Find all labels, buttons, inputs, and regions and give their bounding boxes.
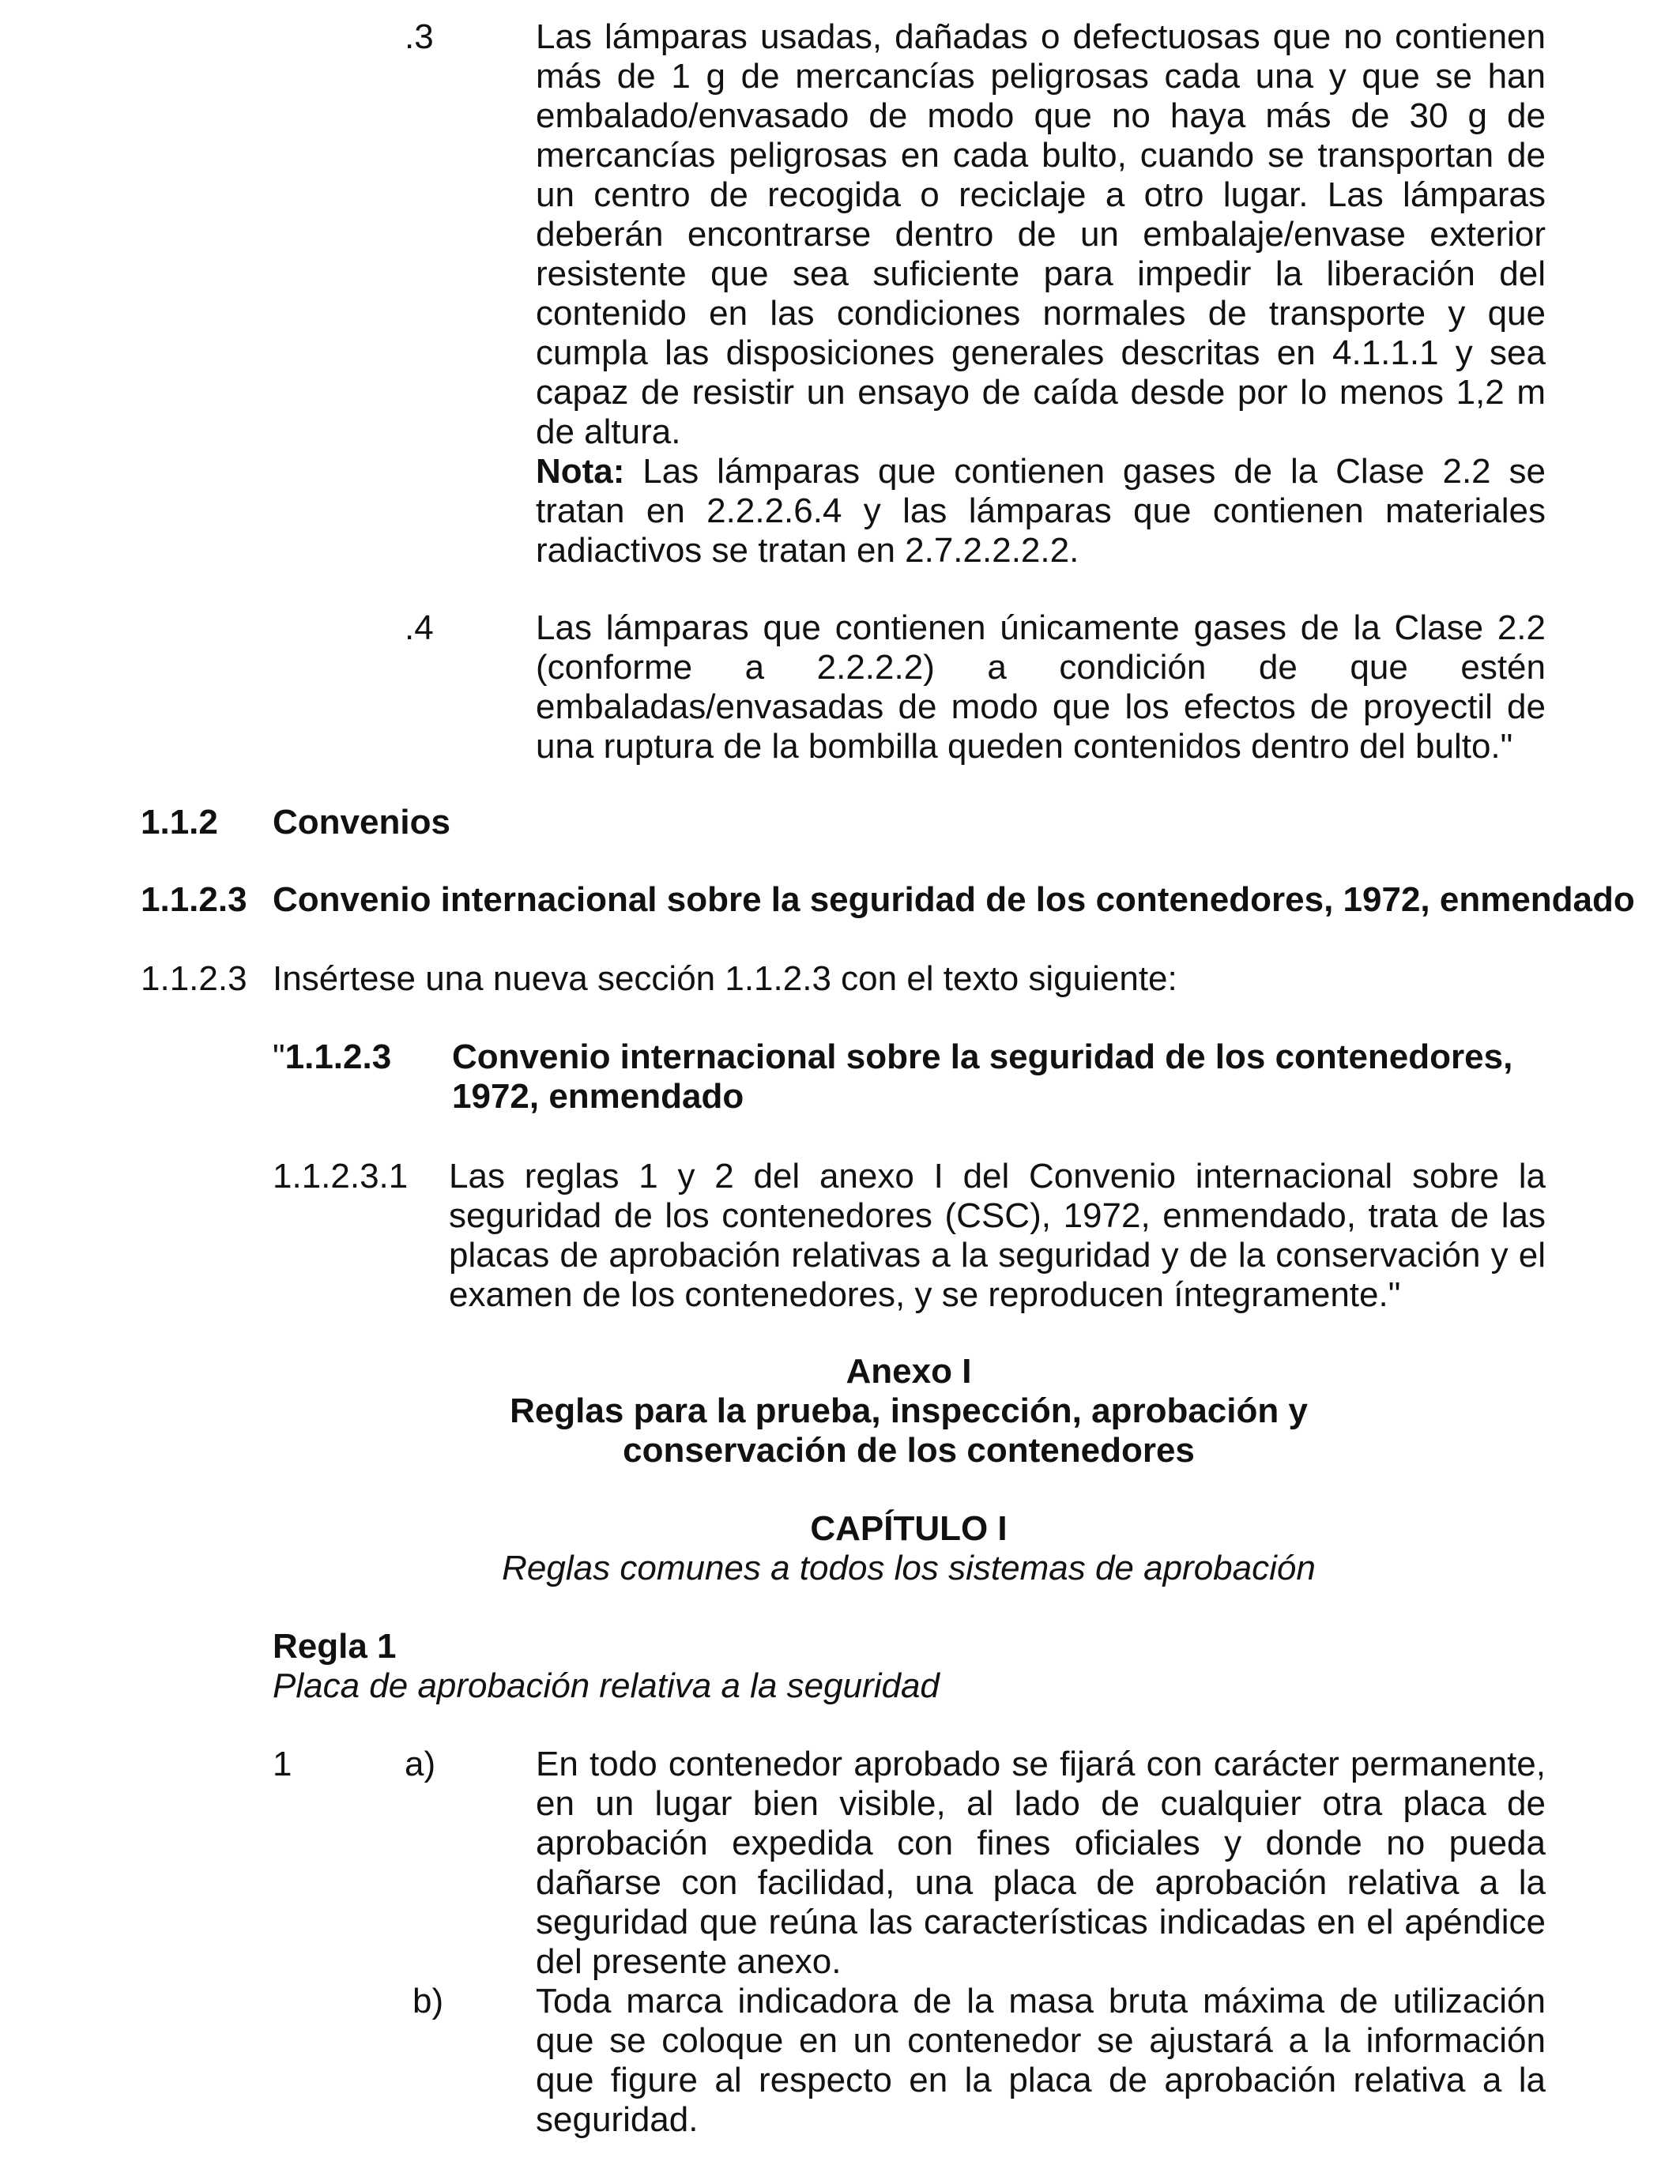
section-1-1-2-title: Convenios [273, 803, 450, 842]
quoted-section-number [273, 1037, 391, 1077]
item-4-number: .4 [405, 608, 434, 647]
amendment-number: 1.1.2.3 [141, 959, 247, 998]
rule-item-number: 1 [273, 1745, 292, 1783]
annex-title-line: Anexo I [846, 1352, 972, 1391]
rule-subtitle: Placa de aprobación relativa a la seguridad [273, 1666, 940, 1705]
annex-title [356, 1352, 1462, 1470]
chapter-heading [356, 1509, 1462, 1588]
item-3-text: Las lámparas usadas, dañadas o defectuosas que no contienen más de 1 g de mercancías peligrosas cada una y que se han embalado/envasado de modo que no haya más de 30 g de mercancías peligrosas en cada bulto, cuando se transportan de un centro de recogida o reciclaje a otro lugar. Las lámparas deberán encontrarse dentro de un embalaje/envase exterior resistente que sea suficiente para impedir la liberación del contenido en las condiciones normales de transporte y que cumpla las disposiciones generales descritas en 4.1.1.1 y sea capaz de resistir un ensayo de caída desde por lo menos 1,2 m de altura. [536, 17, 1546, 451]
chapter-subtitle: Reglas comunes a todos los sistemas de aprobación [502, 1549, 1316, 1587]
quoted-section-title: Convenio internacional sobre la seguridad de los contenedores, 1972, enmendado [452, 1037, 1513, 1116]
item-a-text: En todo contenedor aprobado se fijará con carácter permanente, en un lugar bien visible, al lado de cualquier otra placa de aprobación expedida con fines oficiales y donde no pueda dañarse con facilidad, una placa de aprobación relativa a la seguridad que reúna las características indicadas en el apéndice del presente anexo. [536, 1745, 1546, 1981]
item-b-label: b) [412, 1982, 444, 2020]
opening-quote: " [273, 1037, 285, 1076]
annex-subtitle-line-2: conservación de los contenedores [623, 1431, 1195, 1470]
rule-heading [273, 1627, 940, 1706]
section-1-1-2-3-title: Convenio internacional sobre la seguridad de los contenedores, 1972, enmendado [273, 880, 1635, 919]
item-a-label: a) [405, 1745, 436, 1783]
section-1-1-2-3-number: 1.1.2.3 [141, 880, 247, 919]
quoted-number: 1.1.2.3 [284, 1037, 392, 1076]
item-b-text: Toda marca indicadora de la masa bruta máxima de utilización que se coloque en un contenedor se ajustará a la información que figure al respecto en la placa de aprobación relativa a la seguridad. [536, 1982, 1546, 2139]
amendment-text: Insértese una nueva sección 1.1.2.3 con el texto siguiente: [273, 959, 1177, 998]
item-3-note [536, 452, 1546, 570]
item-4-text: Las lámparas que contienen únicamente gases de la Clase 2.2 (conforme a 2.2.2.2) a condición de que estén embaladas/envasadas de modo que los efectos de proyectil de una ruptura de la bombilla queden contenidos dentro del bulto." [536, 608, 1546, 766]
note-label: Nota: [536, 452, 625, 491]
section-1-1-2-number: 1.1.2 [141, 803, 218, 842]
chapter-title: CAPÍTULO I [810, 1509, 1008, 1548]
rule-title: Regla 1 [273, 1627, 397, 1666]
note-text: Las lámparas que contienen gases de la Clase 2.2 se tratan en 2.2.2.6.4 y las lámparas que contienen materiales radiactivos se tratan en 2.7.2.2.2.2. [536, 452, 1546, 570]
annex-subtitle-line-1: Reglas para la prueba, inspección, aprobación y [510, 1391, 1308, 1430]
paragraph-number: 1.1.2.3.1 [273, 1157, 409, 1196]
paragraph-text: Las reglas 1 y 2 del anexo I del Convenio internacional sobre la seguridad de los contenedores (CSC), 1972, enmendado, trata de las placas de aprobación relativas a la seguridad y de la conservación y el examen de los contenedores, y se reproducen íntegramente." [449, 1157, 1546, 1314]
item-3-number: .3 [405, 17, 434, 56]
